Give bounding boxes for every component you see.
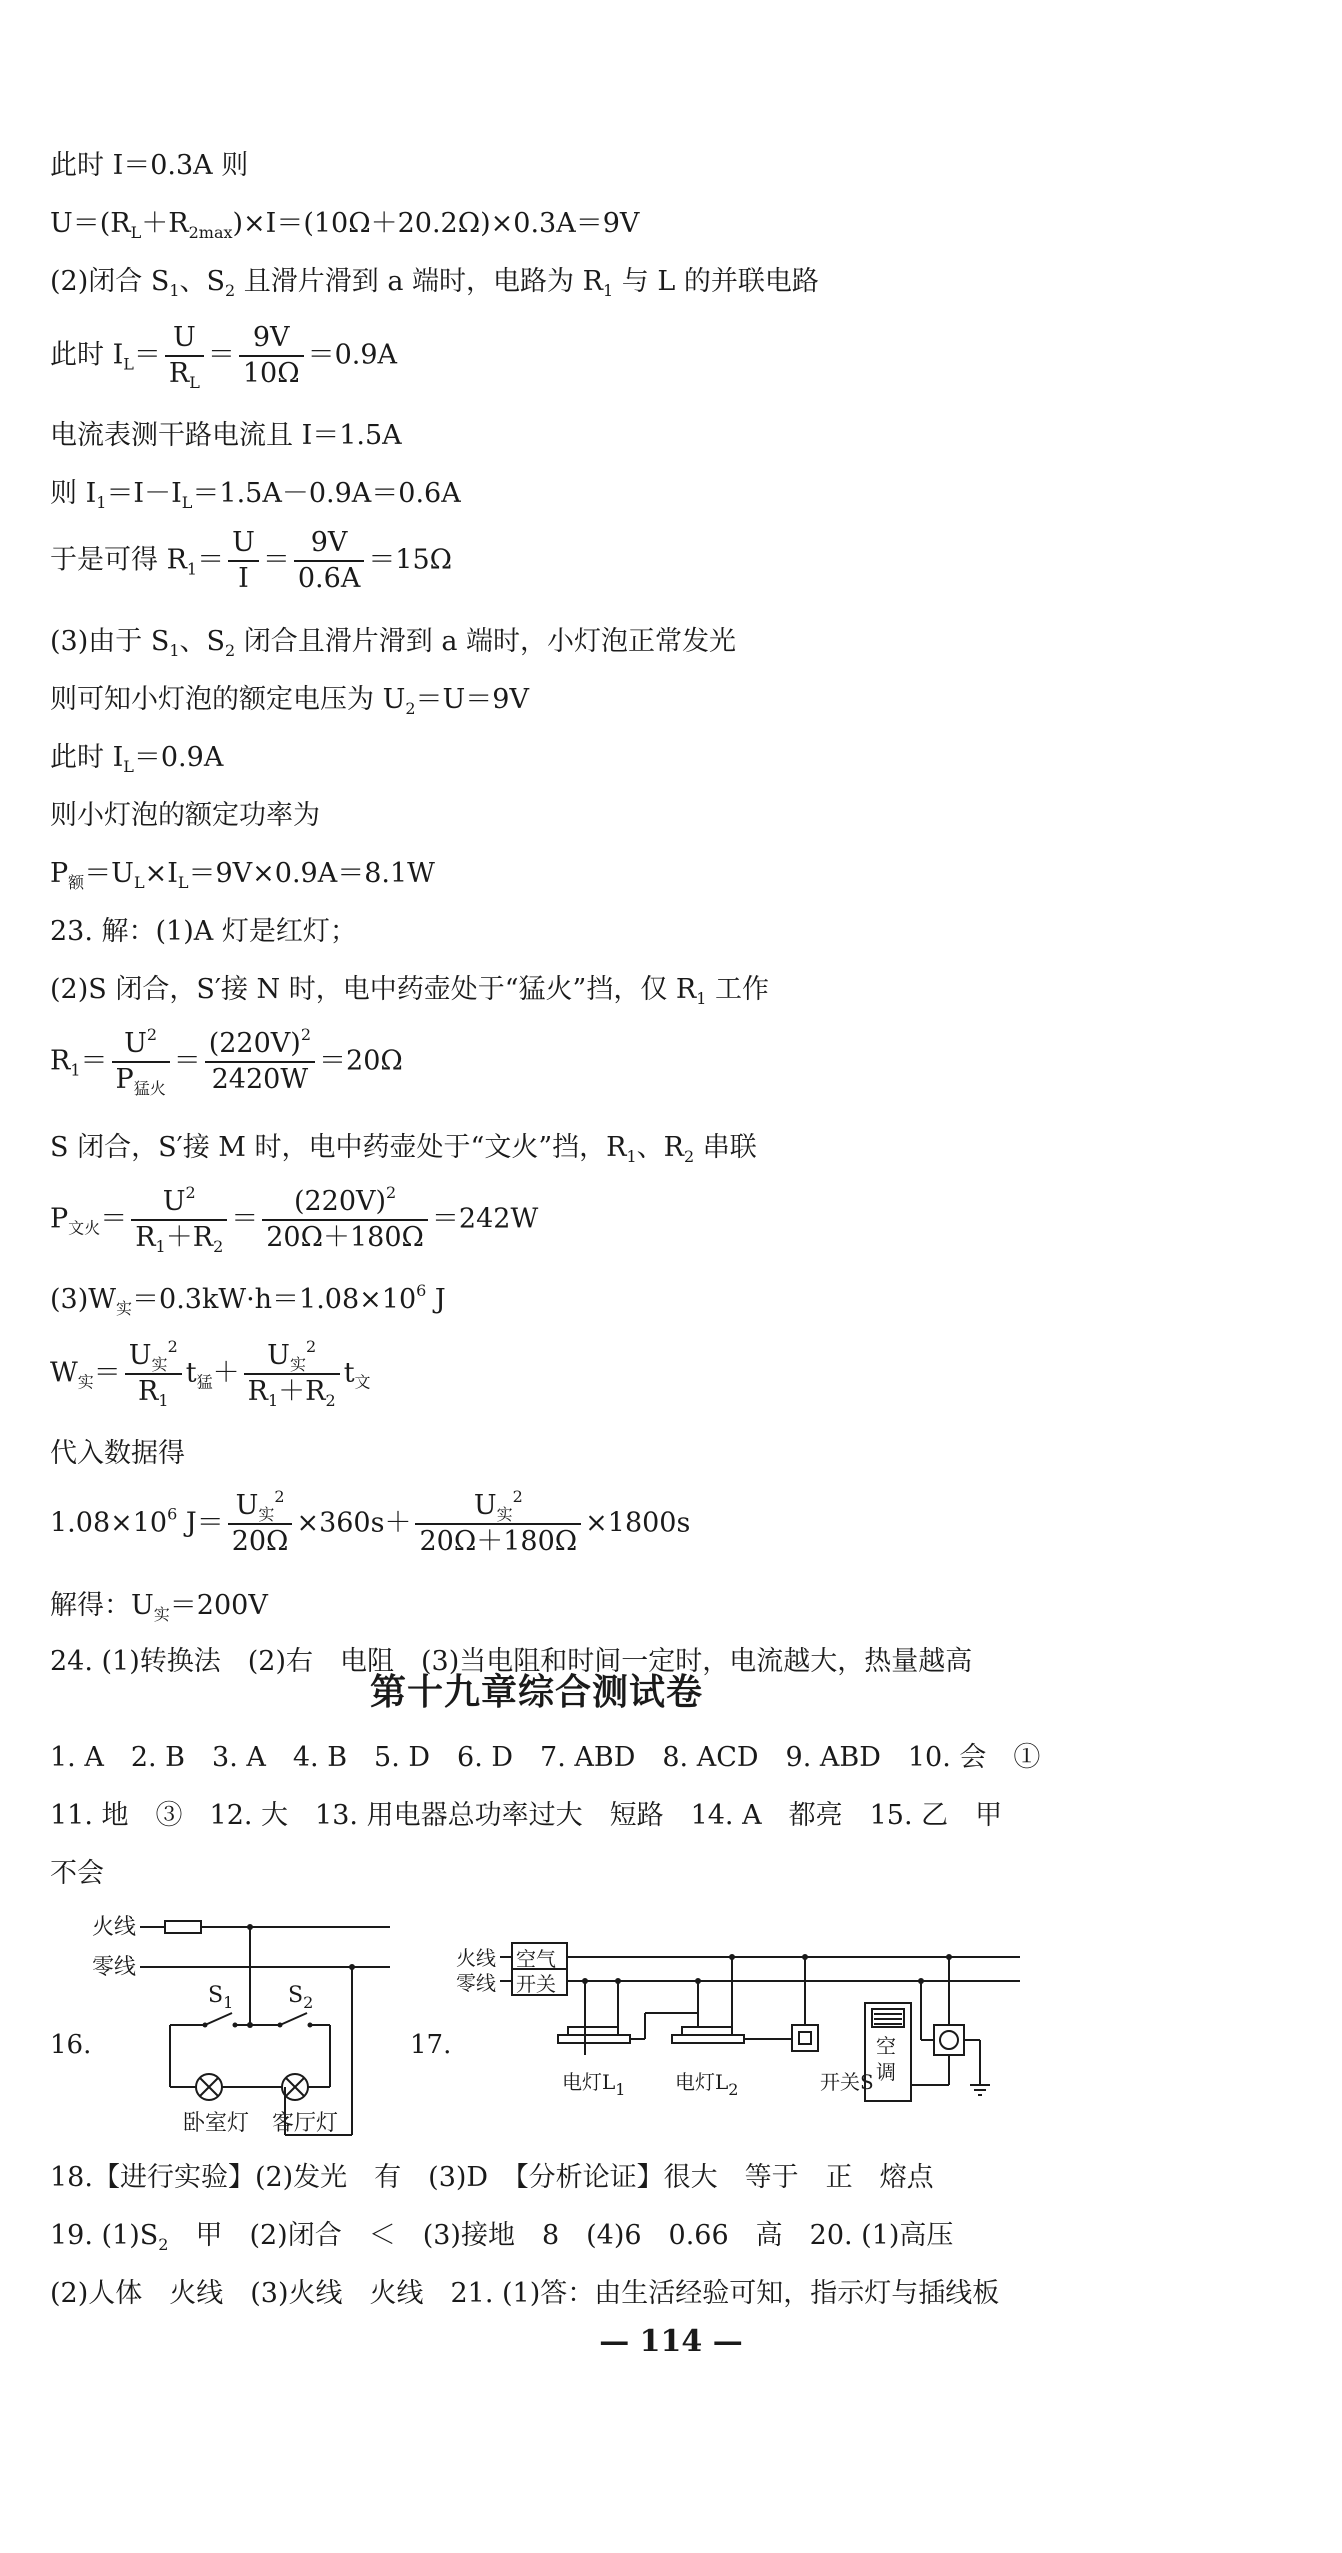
solution-line-15: $R_1=$ $\frac{U^2}{P_{猛火}}$ ＝ $\frac{(220V)^2}{2420W}$ ＝20Ω — [50, 1025, 403, 1098]
socket-icon — [934, 2025, 964, 2055]
solution-line-6: 则 $I_1=I-I_L=1.5A-0.9A=0.6A$ — [50, 478, 461, 512]
diagram-17-neutral-label: 零线 — [456, 1971, 496, 1995]
section-title: 第十九章综合测试卷 — [370, 1672, 704, 1713]
solution-line-18: $(3)W_实=0.3kW\cdot h=1.08\times 10^6$ J — [50, 1281, 446, 1318]
fuse-icon — [165, 1921, 201, 1933]
diagram-16-living-lamp-label: 客厅灯 — [272, 2111, 339, 2136]
solution-line-2: $U=(R_L+R_{2max})\times I=(10\Omega+20.2\Omega)\times 0.3A=9V$ — [50, 208, 640, 242]
solution-line-13: 23. 解：(1)A 灯是红灯； — [50, 916, 357, 947]
diagram-16-number: 16. — [50, 2030, 92, 2060]
diagram-16-live-label: 火线 — [92, 1915, 137, 1940]
diagram-17-breaker-line1: 空气 — [516, 1947, 556, 1971]
solution-line-12: $P_额=U_L\times I_L=9V\times 0.9A=8.1W$ — [50, 858, 435, 892]
answer-line-3: 不会 — [50, 1858, 104, 1889]
answer-line-1: 1. A 2. B 3. A 4. B 5. D 6. D 7. ABD 8. ACD 9. ABD 10. 会 ① — [50, 1742, 1041, 1773]
solution-line-14: (2)S 闭合，S′接 N 时，电中药壶处于“猛火”挡，仅 $R_1$ 工作 — [50, 974, 770, 1008]
solution-line-19: $W_实=$ $\frac{U_实^2}{R_1}$ $t_猛+$ $\frac{U_实^2}{R_1+R_2}$ $t_文$ — [50, 1337, 371, 1410]
diagram-17-ac-line2: 调 — [876, 2060, 896, 2084]
solution-line-22: 解得：$U_实=200V$ — [50, 1590, 268, 1624]
diagram-17-ac-line1: 空 — [876, 2034, 896, 2058]
solution-line-23: 24. (1)转换法 (2)右 电阻 (3)当电阻和时间一定时，电流越大，热量越高 — [50, 1646, 973, 1677]
diagram-16-bedroom-lamp-label: 卧室灯 — [183, 2111, 250, 2136]
solution-line-8: (3)由于 $S_1$、$S_2$ 闭合且滑片滑到 a 端时，小灯泡正常发光 — [50, 626, 737, 660]
solution-line-17: $P_{文火}=$ $\frac{U^2}{R_1+R_2}$ ＝ $\frac{(220V)^2}{20\Omega+180\Omega}$ ＝242W — [50, 1183, 539, 1256]
solution-line-11: 则小灯泡的额定功率为 — [50, 800, 320, 831]
diagram-17-breaker-line2: 开关 — [516, 1972, 556, 1996]
answer-line-6: (2)人体 火线 (3)火线 火线 21. (1)答：由生活经验可知，指示灯与插线板 — [50, 2278, 1000, 2309]
solution-line-20: 代入数据得 — [50, 1438, 185, 1469]
diagram-16-neutral-label: 零线 — [92, 1955, 137, 1980]
switch-s-box — [792, 2025, 818, 2051]
solution-line-5: 电流表测干路电流且 I＝1.5A — [50, 420, 402, 451]
diagram-17-lamp1-label: 电灯$L_1$ — [562, 2070, 626, 2099]
solution-line-9: 则可知小灯泡的额定电压为 $U_2=U=9V$ — [50, 684, 529, 718]
solution-line-7: 于是可得 $R_1=$ $\frac{U}{I}$ ＝ $\frac{9V}{0.6A}$ ＝15Ω — [50, 527, 453, 594]
diagram-17-switch-label: 开关S — [820, 2070, 874, 2094]
answer-line-4: 18.【进行实验】(2)发光 有 (3)D 【分析论证】很大 等于 正 熔点 — [50, 2162, 934, 2193]
diagram-17-live-label: 火线 — [456, 1946, 496, 1970]
diagram-17-lamp2-label: 电灯$L_2$ — [675, 2070, 739, 2099]
diagram-16-s1-label: $S_1$ — [208, 1983, 234, 2012]
solution-line-21: $1.08\times 10^6$ J＝ $\frac{U_实^2}{20\Omega}$ ×360s＋ $\frac{U_实^2}{20\Omega+180\Omega}$ ×1800s — [50, 1487, 691, 1557]
solution-line-16: S 闭合，S′接 M 时，电中药壶处于“文火”挡，$R_1$、$R_2$ 串联 — [50, 1132, 757, 1166]
solution-line-10: 此时 $I_L=0.9A$ — [50, 742, 224, 776]
solution-line-4: 此时 $I_L=$ $\frac{U}{R_L}$ ＝ $\frac{9V}{10\Omega}$ ＝0.9A — [50, 322, 398, 392]
diagram-16-s2-label: $S_2$ — [288, 1983, 314, 2012]
solution-line-3: (2)闭合 $S_1$、$S_2$ 且滑片滑到 a 端时，电路为 $R_1$ 与 L 的并联电路 — [50, 266, 819, 300]
answer-line-5: 19. $(1)S_2$ 甲 (2)闭合 ＜ (3)接地 8 (4)6 0.66 高 20. (1)高压 — [50, 2220, 954, 2254]
diagram-17-number: 17. — [410, 2030, 452, 2060]
page-number: — 114 — — [599, 2324, 743, 2359]
diagram-16-circuit — [80, 1905, 420, 2145]
answer-line-2: 11. 地 ③ 12. 大 13. 用电器总功率过大 短路 14. A 都亮 15. 乙 甲 — [50, 1800, 1003, 1831]
solution-line-1: 此时 I＝0.3A 则 — [50, 150, 249, 181]
